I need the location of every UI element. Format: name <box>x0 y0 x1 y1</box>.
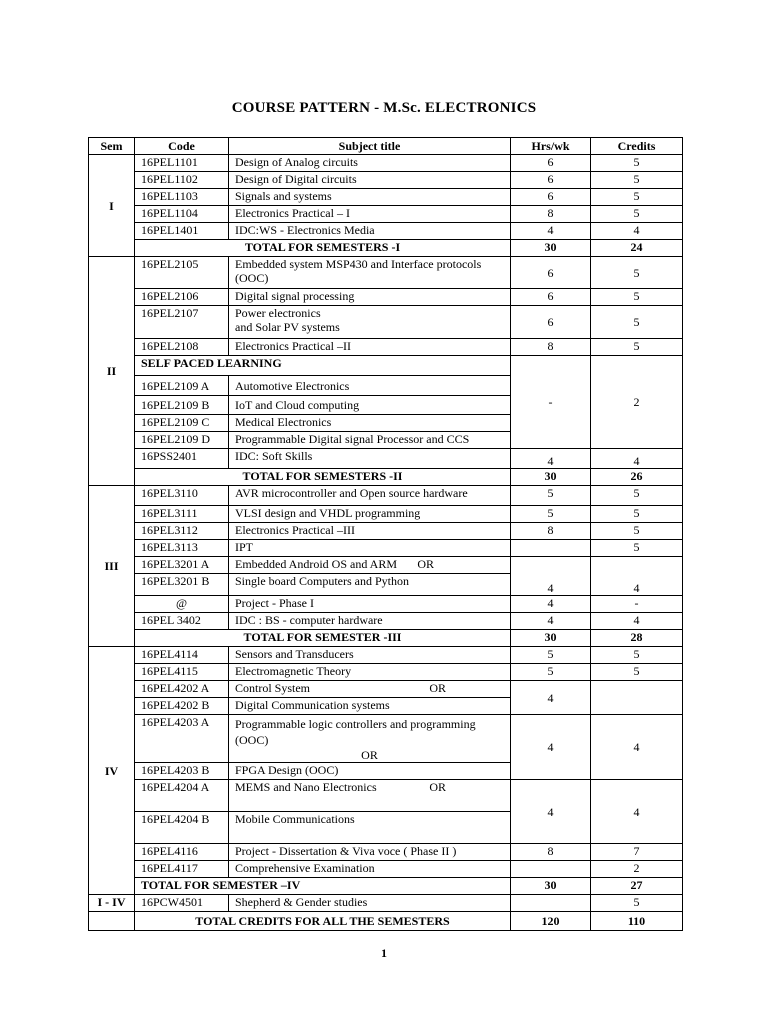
subject-title: Electromagnetic Theory <box>229 664 511 681</box>
table-row <box>89 172 683 189</box>
subject-line: Embedded system MSP430 and Interface protocols <box>235 257 482 271</box>
total-credits: 26 <box>591 469 683 486</box>
credits: 4 <box>591 557 683 596</box>
subject-title: Design of Digital circuits <box>229 172 511 189</box>
credits: 5 <box>591 486 683 506</box>
credits: 4 <box>591 715 683 780</box>
subject-title <box>229 557 511 574</box>
hours-per-week: 4 <box>511 557 591 596</box>
subject-title: Digital signal processing <box>229 289 511 306</box>
course-code: 16PEL2105 <box>135 257 229 289</box>
course-code: 16PEL2106 <box>135 289 229 306</box>
subject-title <box>229 306 511 339</box>
subject-title: Single board Computers and Python <box>229 574 511 596</box>
total-label: TOTAL FOR SEMESTERS -I <box>135 240 511 257</box>
course-code: 16PEL4203 A <box>135 715 229 763</box>
course-code: 16PEL2109 C <box>135 415 229 432</box>
hours-per-week: 4 <box>511 596 591 613</box>
header-credits: Credits <box>591 138 683 155</box>
hours-per-week: 6 <box>511 257 591 289</box>
hours-per-week: 4 <box>511 613 591 630</box>
total-row <box>89 469 683 486</box>
sem-label: I - IV <box>89 895 135 912</box>
header-sem: Sem <box>89 138 135 155</box>
subject-title: IPT <box>229 540 511 557</box>
subject-line: (OOC) <box>235 271 269 285</box>
total-row <box>89 878 683 895</box>
sem-label: I <box>89 155 135 257</box>
credits: 4 <box>591 449 683 469</box>
hours-per-week: 5 <box>511 647 591 664</box>
table-row <box>89 557 683 574</box>
hours-per-week: 4 <box>511 223 591 240</box>
subject-line: Programmable logic controllers and programming <box>235 717 476 731</box>
subject-title: Project - Phase I <box>229 596 511 613</box>
credits: 5 <box>591 339 683 356</box>
self-paced-heading: SELF PACED LEARNING <box>135 356 511 376</box>
subject-text: MEMS and Nano Electronics <box>235 780 377 794</box>
total-credits: 28 <box>591 630 683 647</box>
hours-per-week: 4 <box>511 715 591 780</box>
credits: 5 <box>591 155 683 172</box>
table-row <box>89 449 683 469</box>
or-label: OR <box>429 681 446 695</box>
table-row <box>89 895 683 912</box>
header-hrs: Hrs/wk <box>511 138 591 155</box>
hours-per-week: 6 <box>511 172 591 189</box>
subject-title: Automotive Electronics <box>229 376 511 396</box>
course-code: 16PCW4501 <box>135 895 229 912</box>
subject-title: Electronics Practical –III <box>229 523 511 540</box>
table-row <box>89 780 683 812</box>
hours-per-week: 5 <box>511 506 591 523</box>
subject-title: Digital Communication systems <box>229 698 511 715</box>
credits: 5 <box>591 257 683 289</box>
or-label: OR <box>361 748 378 762</box>
table-row <box>89 189 683 206</box>
credits: - <box>591 596 683 613</box>
course-code: 16PEL2107 <box>135 306 229 339</box>
page-title: COURSE PATTERN - M.Sc. ELECTRONICS <box>231 100 537 116</box>
table-row <box>89 486 683 506</box>
grand-total-label: TOTAL CREDITS FOR ALL THE SEMESTERS <box>135 912 511 931</box>
total-credits: 24 <box>591 240 683 257</box>
credits: 4 <box>591 223 683 240</box>
subject-title: VLSI design and VHDL programming <box>229 506 511 523</box>
table-header-row <box>89 138 683 155</box>
course-code: 16PEL2109 A <box>135 376 229 396</box>
subject-title: Electronics Practical –II <box>229 339 511 356</box>
subject-line: and Solar PV systems <box>235 320 340 334</box>
total-row <box>89 240 683 257</box>
course-code: @ <box>135 596 229 613</box>
subject-title: Electronics Practical – I <box>229 206 511 223</box>
hours-per-week: 6 <box>511 306 591 339</box>
course-code: 16PEL4114 <box>135 647 229 664</box>
subject-title: Programmable Digital signal Processor and CCS <box>229 432 511 449</box>
credits: 5 <box>591 895 683 912</box>
course-code: 16PEL3201 A <box>135 557 229 574</box>
subject-title: Shepherd & Gender studies <box>229 895 511 912</box>
total-label: TOTAL FOR SEMESTER -III <box>135 630 511 647</box>
table-row <box>89 844 683 861</box>
course-code: 16PEL3113 <box>135 540 229 557</box>
credits: 5 <box>591 189 683 206</box>
credits: 2 <box>591 356 683 449</box>
subject-title <box>229 780 511 812</box>
table-row <box>89 540 683 557</box>
course-code: 16PEL4202 B <box>135 698 229 715</box>
table-row <box>89 339 683 356</box>
hours-per-week: 4 <box>511 780 591 844</box>
total-label: TOTAL FOR SEMESTER –IV <box>135 878 511 895</box>
total-hours: 30 <box>511 630 591 647</box>
table-row <box>89 155 683 172</box>
total-hours: 30 <box>511 469 591 486</box>
hours-per-week: 5 <box>511 486 591 506</box>
sem-label: II <box>89 257 135 486</box>
subject-title: Mobile Communications <box>229 812 511 844</box>
course-code: 16PEL3112 <box>135 523 229 540</box>
hours-per-week <box>511 540 591 557</box>
credits: 5 <box>591 506 683 523</box>
course-code: 16PEL2109 B <box>135 396 229 415</box>
credits: 5 <box>591 523 683 540</box>
table-row <box>89 647 683 664</box>
grand-total-hours: 120 <box>511 912 591 931</box>
hours-per-week: 4 <box>511 449 591 469</box>
sem-label: III <box>89 486 135 647</box>
header-code: Code <box>135 138 229 155</box>
course-code: 16PEL1102 <box>135 172 229 189</box>
grand-total-row <box>89 912 683 931</box>
subject-title: FPGA Design (OOC) <box>229 763 511 780</box>
subject-title: IoT and Cloud computing <box>229 396 511 415</box>
course-code: 16PEL4116 <box>135 844 229 861</box>
credits: 5 <box>591 664 683 681</box>
credits: 2 <box>591 861 683 878</box>
hours-per-week: 6 <box>511 155 591 172</box>
subject-title <box>229 257 511 289</box>
subject-title: Design of Analog circuits <box>229 155 511 172</box>
credits: 5 <box>591 540 683 557</box>
subject-title <box>229 681 511 698</box>
table-row <box>89 506 683 523</box>
table-row <box>89 223 683 240</box>
course-code: 16PEL3110 <box>135 486 229 506</box>
credits: 5 <box>591 306 683 339</box>
grand-total-credits: 110 <box>591 912 683 931</box>
hours-per-week: - <box>511 356 591 449</box>
total-hours: 30 <box>511 878 591 895</box>
credits: 5 <box>591 206 683 223</box>
table-row <box>89 681 683 698</box>
table-row <box>89 715 683 763</box>
table-row <box>89 289 683 306</box>
credits: 5 <box>591 289 683 306</box>
section-row <box>89 356 683 376</box>
subject-title: IDC:WS - Electronics Media <box>229 223 511 240</box>
course-code: 16PEL4204 A <box>135 780 229 812</box>
sem-label: IV <box>89 647 135 895</box>
course-code: 16PSS2401 <box>135 449 229 469</box>
credits: 5 <box>591 172 683 189</box>
subject-line: Power electronics <box>235 306 321 320</box>
hours-per-week: 8 <box>511 206 591 223</box>
course-code: 16PEL2108 <box>135 339 229 356</box>
table-row <box>89 596 683 613</box>
subject-text: Embedded Android OS and ARM <box>235 557 397 571</box>
credits: 7 <box>591 844 683 861</box>
table-row <box>89 613 683 630</box>
course-code: 16PEL1401 <box>135 223 229 240</box>
header-subject: Subject title <box>229 138 511 155</box>
hours-per-week <box>511 861 591 878</box>
subject-title: Medical Electronics <box>229 415 511 432</box>
hours-per-week: 4 <box>511 681 591 715</box>
subject-title: IDC: Soft Skills <box>229 449 511 469</box>
course-code: 16PEL 3402 <box>135 613 229 630</box>
course-code: 16PEL4203 B <box>135 763 229 780</box>
table-row <box>89 664 683 681</box>
subject-title: Comprehensive Examination <box>229 861 511 878</box>
page-number: 1 <box>381 946 387 960</box>
hours-per-week: 8 <box>511 339 591 356</box>
credits: 4 <box>591 780 683 844</box>
total-credits: 27 <box>591 878 683 895</box>
course-code: 16PEL1104 <box>135 206 229 223</box>
course-table <box>88 137 683 931</box>
hours-per-week: 5 <box>511 664 591 681</box>
subject-title <box>229 715 511 763</box>
hours-per-week: 6 <box>511 189 591 206</box>
credits: 4 <box>591 613 683 630</box>
credits-empty <box>591 681 683 715</box>
total-hours: 30 <box>511 240 591 257</box>
hours-per-week: 8 <box>511 523 591 540</box>
table-row <box>89 306 683 339</box>
total-row <box>89 630 683 647</box>
hours-per-week: 8 <box>511 844 591 861</box>
empty-cell <box>89 912 135 931</box>
table-row <box>89 206 683 223</box>
total-label: TOTAL FOR SEMESTERS -II <box>135 469 511 486</box>
course-code: 16PEL4117 <box>135 861 229 878</box>
credits: 5 <box>591 647 683 664</box>
table-row <box>89 523 683 540</box>
subject-line: (OOC) <box>235 733 269 747</box>
course-code: 16PEL4204 B <box>135 812 229 844</box>
subject-title: Project - Dissertation & Viva voce ( Phase II ) <box>229 844 511 861</box>
subject-title: IDC : BS - computer hardware <box>229 613 511 630</box>
subject-title: AVR microcontroller and Open source hardware <box>229 486 511 506</box>
subject-title: Signals and systems <box>229 189 511 206</box>
course-code: 16PEL1101 <box>135 155 229 172</box>
or-label: OR <box>417 557 434 571</box>
subject-title: Sensors and Transducers <box>229 647 511 664</box>
course-code: 16PEL1103 <box>135 189 229 206</box>
subject-text: Control System <box>235 681 311 695</box>
hours-per-week: 6 <box>511 289 591 306</box>
table-row <box>89 257 683 289</box>
hours-per-week <box>511 895 591 912</box>
course-code: 16PEL3201 B <box>135 574 229 596</box>
course-code: 16PEL3111 <box>135 506 229 523</box>
course-code: 16PEL4115 <box>135 664 229 681</box>
course-code: 16PEL4202 A <box>135 681 229 698</box>
table-row <box>89 861 683 878</box>
course-code: 16PEL2109 D <box>135 432 229 449</box>
or-label: OR <box>429 780 446 794</box>
